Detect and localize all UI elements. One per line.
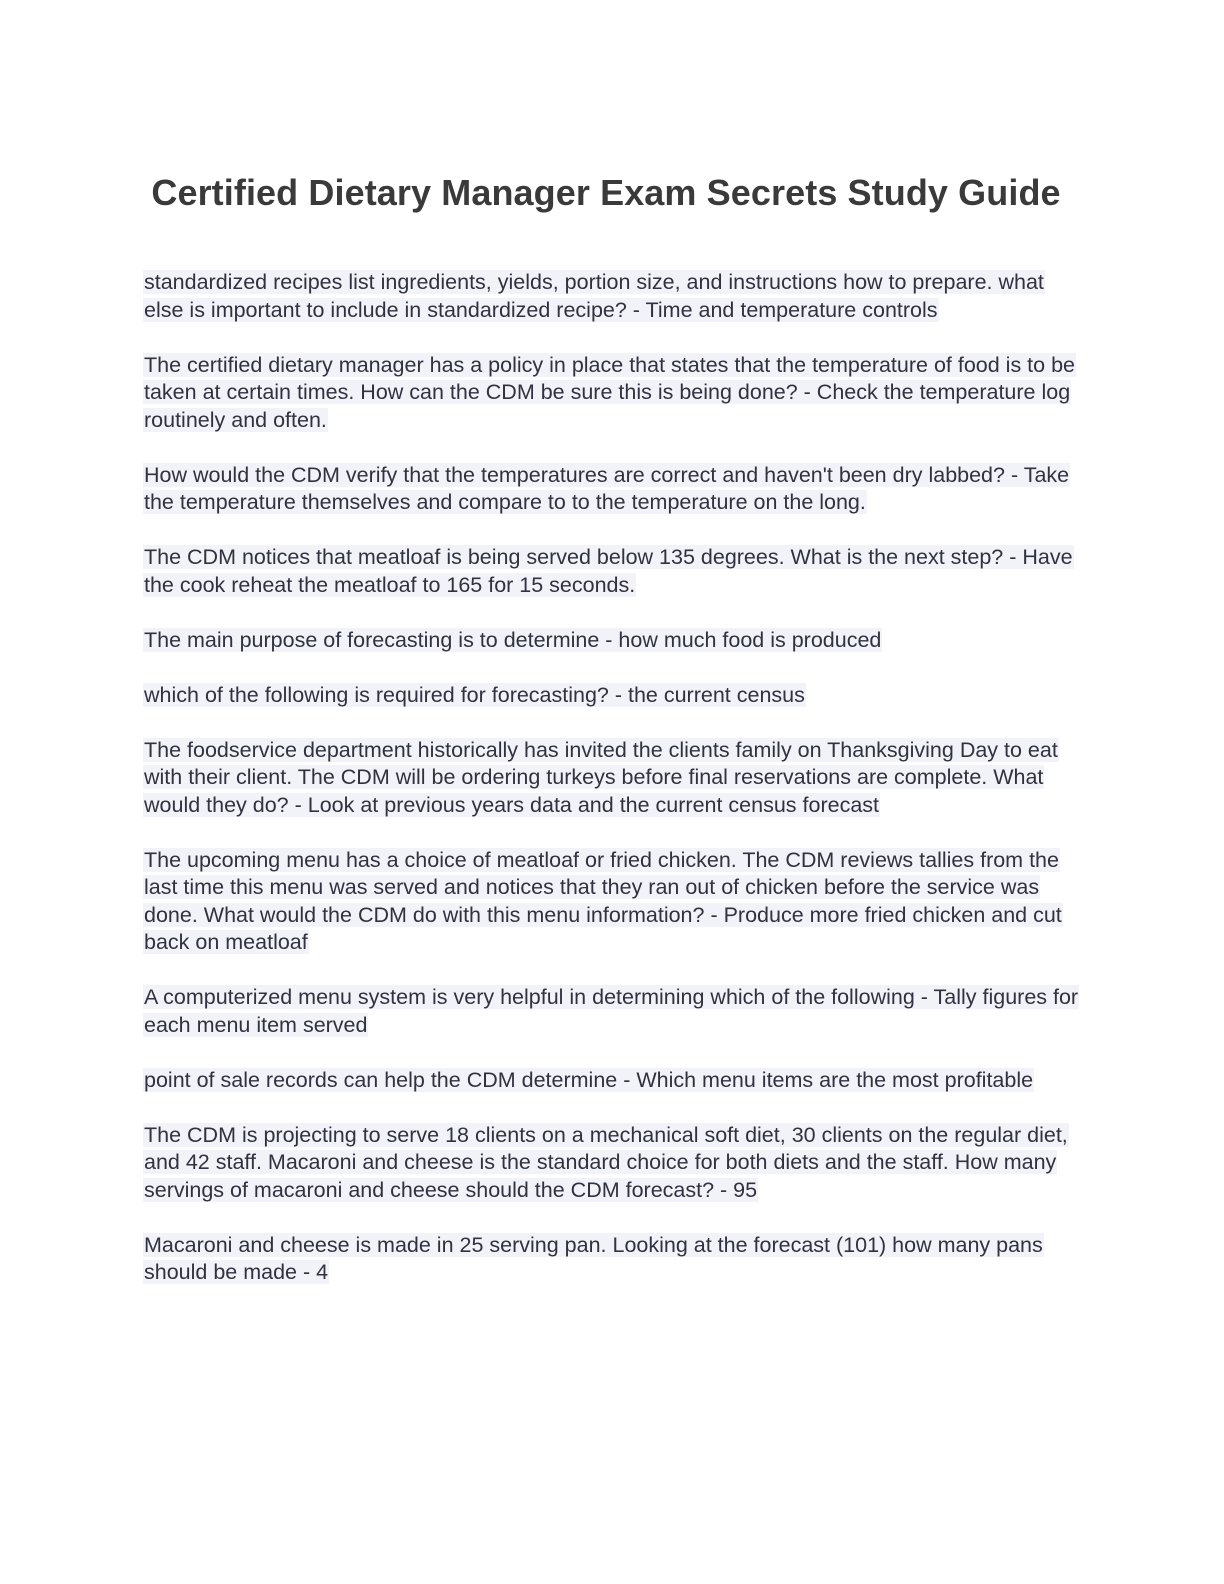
qa-entry <box>143 984 1083 1039</box>
qa-entry-text: The CDM is projecting to serve 18 clients on a mechanical soft diet, 30 clients on the regular diet, and 42 staff. Macaroni and cheese is the standard choice for both diets and the staff. How many servings of macaroni and cheese should the CDM forecast? - 95 <box>144 1122 1068 1202</box>
qa-entry-text: The upcoming menu has a choice of meatloaf or fried chicken. The CDM reviews tallies from the last time this menu was served and notices that they ran out of chicken before the service was done. What would the CDM do with this menu information? - Produce more fried chicken and cut back on meatloaf <box>144 847 1062 954</box>
qa-entry-text: which of the following is required for forecasting? - the current census <box>144 682 805 707</box>
qa-entry <box>143 269 1083 324</box>
qa-entry-text: The certified dietary manager has a policy in place that states that the temperature of food is to be taken at certain times. How can the CDM be sure this is being done? - Check the temperature log routinely and often. <box>144 352 1075 432</box>
qa-entry-text: Macaroni and cheese is made in 25 serving pan. Looking at the forecast (101) how many pans should be made - 4 <box>144 1232 1043 1284</box>
qa-entry <box>143 544 1083 599</box>
document-title: Certified Dietary Manager Exam Secrets Study Guide <box>151 172 1061 213</box>
qa-entry <box>143 352 1083 435</box>
qa-entry-text: The CDM notices that meatloaf is being served below 135 degrees. What is the next step? - Have the cook reheat the meatloaf to 165 for 15 seconds. <box>144 545 1073 597</box>
qa-entry-text: How would the CDM verify that the temperatures are correct and haven't been dry labbed? - Take the temperature themselves and compare to to the temperature on the long. <box>144 462 1070 514</box>
qa-entry <box>143 1232 1083 1287</box>
qa-entry <box>143 682 1083 710</box>
qa-entry-text: point of sale records can help the CDM determine - Which menu items are the most profitable <box>144 1067 1034 1092</box>
qa-entry <box>143 1122 1083 1205</box>
study-guide-content <box>143 269 1083 1314</box>
qa-entry-text: A computerized menu system is very helpful in determining which of the following - Tally figures for each menu item served <box>144 985 1079 1037</box>
qa-entry <box>143 627 1083 655</box>
qa-entry <box>143 1067 1083 1095</box>
qa-entry-text: standardized recipes list ingredients, yields, portion size, and instructions how to prepare. what else is important to include in standardized recipe? - Time and temperature controls <box>144 270 1044 322</box>
qa-entry-text: The main purpose of forecasting is to determine - how much food is produced <box>144 627 882 652</box>
qa-entry-text: The foodservice department historically has invited the clients family on Thanksgiving Day to eat with their client. The CDM will be ordering turkeys before final reservations are complete. What would they do? - Look at previous years data and the current census forecast <box>144 737 1058 817</box>
qa-entry <box>143 847 1083 957</box>
qa-entry <box>143 737 1083 820</box>
qa-entry <box>143 462 1083 517</box>
